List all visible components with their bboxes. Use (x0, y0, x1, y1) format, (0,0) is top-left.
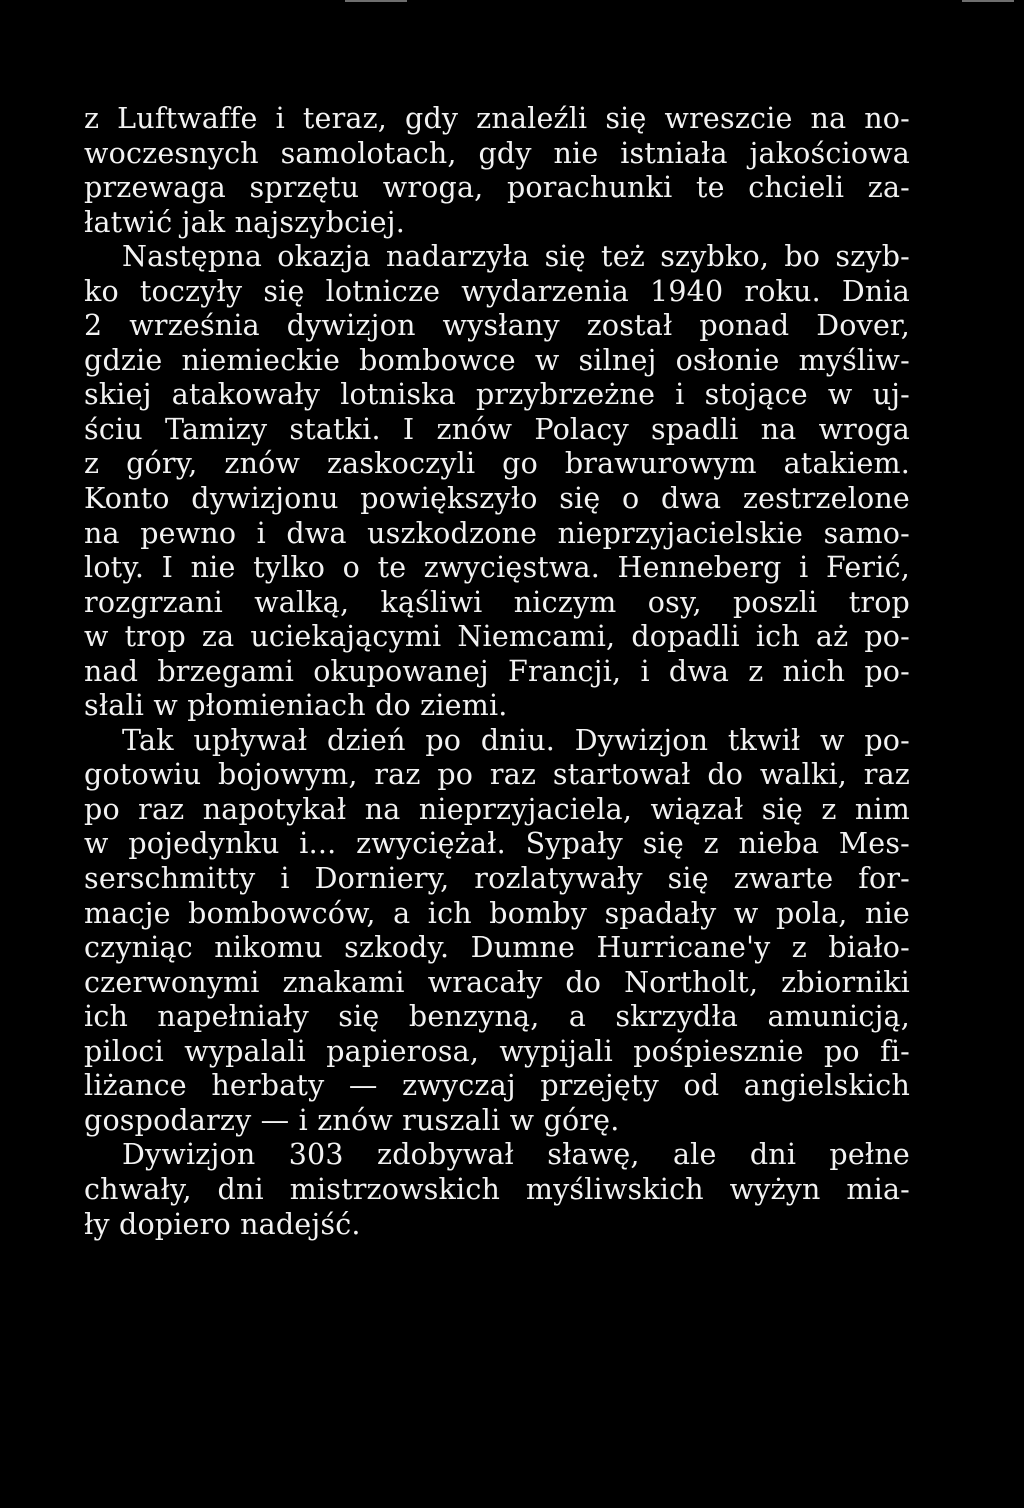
text-line: woczesnych samolotach, gdy nie istniała jakościowa (84, 136, 910, 170)
text-line: łatwić jak najszybciej. (84, 205, 405, 239)
text-line: Konto dywizjonu powiększyło się o dwa zestrzelone (84, 482, 910, 516)
text-line: słali w płomieniach do ziemi. (84, 689, 508, 723)
text-line: rozgrzani walką, kąśliwi niczym osy, poszli trop (84, 585, 910, 619)
top-rule-right (962, 0, 1014, 2)
text-line: po raz napotykał na nieprzyjaciela, wiązał się z nim (84, 792, 910, 826)
text-line: loty. I nie tylko o te zwycięstwa. Henneberg i Ferić, (84, 551, 910, 585)
text-line: na pewno i dwa uszkodzone nieprzyjacielskie samo- (84, 516, 910, 550)
text-line: ko toczyły się lotnicze wydarzenia 1940 roku. Dnia (84, 274, 910, 308)
text-line: 2 września dywizjon wysłany został ponad Dover, (84, 309, 910, 343)
text-line: Tak upływał dzień po dniu. Dywizjon tkwił w po- (122, 723, 910, 757)
text-line: gotowiu bojowym, raz po raz startował do walki, raz (84, 758, 910, 792)
text-line: z góry, znów zaskoczyli go brawurowym atakiem. (84, 447, 910, 481)
text-line: ich napełniały się benzyną, a skrzydła amunicją, (84, 1000, 910, 1034)
top-rule-left (345, 0, 407, 2)
text-line: gospodarzy — i znów ruszali w górę. (84, 1103, 620, 1137)
text-line: z Luftwaffe i teraz, gdy znaleźli się wreszcie na no- (84, 102, 910, 135)
text-line: liżance herbaty — zwyczaj przejęty od angielskich (84, 1069, 910, 1103)
text-line: ły dopiero nadejść. (84, 1207, 361, 1241)
book-page-text (84, 102, 910, 1242)
text-line: przewaga sprzętu wroga, porachunki te chcieli za- (84, 171, 910, 205)
text-line: Dywizjon 303 zdobywał sławę, ale dni pełne (122, 1138, 910, 1172)
text-line: skiej atakowały lotniska przybrzeżne i stojące w uj- (84, 378, 910, 412)
text-line: w trop za uciekającymi Niemcami, dopadli ich aż po- (84, 620, 910, 654)
text-line: serschmitty i Dorniery, rozlatywały się zwarte for- (84, 862, 910, 896)
text-line: Następna okazja nadarzyła się też szybko, bo szyb- (122, 240, 910, 274)
text-line: czyniąc nikomu szkody. Dumne Hurricane'y z biało- (84, 931, 910, 965)
text-line: gdzie niemieckie bombowce w silnej osłonie myśliw- (84, 343, 910, 377)
text-line: w pojedynku i... zwyciężał. Sypały się z nieba Mes- (84, 827, 910, 861)
text-line: piloci wypalali papierosa, wypijali pośpiesznie po fi- (84, 1034, 910, 1068)
text-line: czerwonymi znakami wracały do Northolt, zbiorniki (84, 965, 910, 999)
text-line: chwały, dni mistrzowskich myśliwskich wyżyn mia- (84, 1172, 910, 1206)
text-line: ściu Tamizy statki. I znów Polacy spadli na wroga (84, 412, 910, 446)
text-line: nad brzegami okupowanej Francji, i dwa z nich po- (84, 654, 910, 688)
text-line: macje bombowców, a ich bomby spadały w pola, nie (84, 896, 910, 930)
